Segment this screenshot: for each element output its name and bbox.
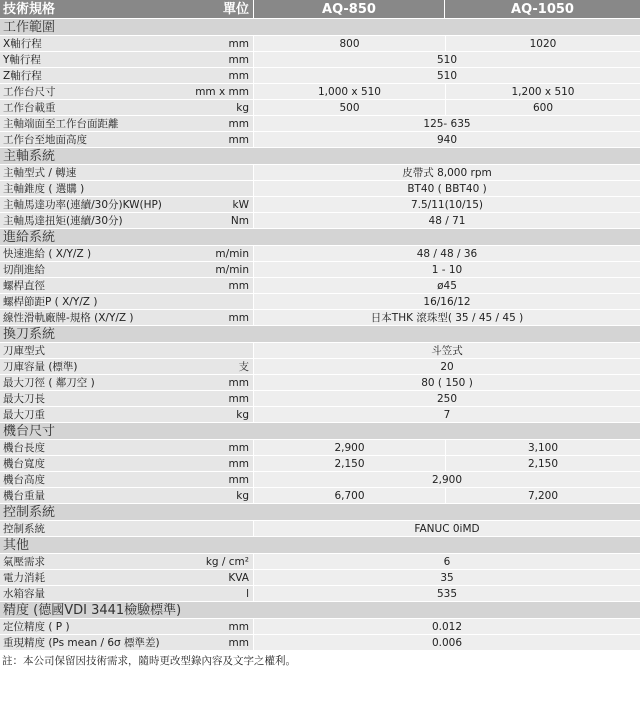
spec-name: 水箱容量 <box>0 586 195 601</box>
spec-row <box>0 521 640 537</box>
section-title: 精度 (德國VDI 3441檢驗標準) <box>0 602 640 619</box>
spec-name: 機台高度 <box>0 472 195 487</box>
spec-row <box>0 375 640 391</box>
section-title: 換刀系統 <box>0 326 640 343</box>
spec-value-shared: BT40 ( BBT40 ) <box>253 181 640 196</box>
spec-value-model-1: 2,150 <box>253 456 445 471</box>
spec-value-shared: 510 <box>253 52 640 67</box>
spec-name: 機台長度 <box>0 440 195 455</box>
spec-value-shared: 7 <box>253 407 640 422</box>
spec-unit: mm <box>195 472 253 487</box>
spec-row <box>0 246 640 262</box>
spec-row <box>0 456 640 472</box>
header-model-2: AQ-1050 <box>444 0 640 18</box>
spec-name: 刀庫容量 (標準) <box>0 359 195 374</box>
spec-row <box>0 262 640 278</box>
spec-row <box>0 440 640 456</box>
spec-name: Y軸行程 <box>0 52 195 67</box>
spec-row <box>0 116 640 132</box>
header-model-1: AQ-850 <box>253 0 444 18</box>
spec-value-shared: 1 - 10 <box>253 262 640 277</box>
spec-value-model-2: 7,200 <box>445 488 640 503</box>
spec-unit <box>195 165 253 180</box>
spec-row <box>0 213 640 229</box>
spec-value-model-1: 2,900 <box>253 440 445 455</box>
spec-value-model-2: 1,200 x 510 <box>445 84 640 99</box>
spec-name: 主軸馬達扭矩(連續/30分) <box>0 213 195 228</box>
spec-row <box>0 570 640 586</box>
spec-value-shared: 0.006 <box>253 635 640 650</box>
spec-name: X軸行程 <box>0 36 195 51</box>
spec-unit: mm <box>195 391 253 406</box>
spec-value-shared: 80 ( 150 ) <box>253 375 640 390</box>
spec-row <box>0 343 640 359</box>
spec-unit: mm <box>195 132 253 147</box>
spec-unit <box>195 294 253 309</box>
table-header <box>0 0 640 19</box>
spec-name: 工作台至地面高度 <box>0 132 195 147</box>
section-title: 工作範圍 <box>0 19 640 36</box>
spec-unit: kg <box>195 407 253 422</box>
spec-value-model-2: 600 <box>445 100 640 115</box>
spec-row <box>0 52 640 68</box>
spec-row <box>0 391 640 407</box>
spec-value-shared: 510 <box>253 68 640 83</box>
spec-unit: mm <box>195 456 253 471</box>
spec-unit: kg / cm² <box>195 554 253 569</box>
spec-row <box>0 472 640 488</box>
spec-row <box>0 294 640 310</box>
spec-name: 最大刀徑 ( 鄰刀空 ) <box>0 375 195 390</box>
spec-name: 工作台載重 <box>0 100 195 115</box>
spec-name: 最大刀長 <box>0 391 195 406</box>
spec-unit: mm x mm <box>195 84 253 99</box>
spec-value-shared: 940 <box>253 132 640 147</box>
spec-unit: Nm <box>195 213 253 228</box>
spec-unit: mm <box>195 310 253 325</box>
spec-name: 刀庫型式 <box>0 343 195 358</box>
spec-row <box>0 359 640 375</box>
spec-value-shared: 125- 635 <box>253 116 640 131</box>
spec-row <box>0 407 640 423</box>
spec-value-shared: 20 <box>253 359 640 374</box>
spec-row <box>0 197 640 213</box>
spec-row <box>0 278 640 294</box>
spec-name: 工作台尺寸 <box>0 84 195 99</box>
spec-name: 氣壓需求 <box>0 554 195 569</box>
spec-unit: mm <box>195 440 253 455</box>
spec-value-shared: 斗笠式 <box>253 343 640 358</box>
spec-name: Z軸行程 <box>0 68 195 83</box>
spec-name: 機台寬度 <box>0 456 195 471</box>
spec-row <box>0 165 640 181</box>
spec-value-shared: 35 <box>253 570 640 585</box>
header-name: 技術規格 <box>3 2 56 17</box>
spec-value-model-2: 2,150 <box>445 456 640 471</box>
spec-value-shared: 0.012 <box>253 619 640 634</box>
spec-row <box>0 619 640 635</box>
spec-row <box>0 586 640 602</box>
spec-value-shared: 日本THK 滾珠型( 35 / 45 / 45 ) <box>253 310 640 325</box>
spec-row <box>0 36 640 52</box>
section-title: 機台尺寸 <box>0 423 640 440</box>
spec-name: 線性滑軌廠牌-規格 (X/Y/Z ) <box>0 310 195 325</box>
spec-name: 最大刀重 <box>0 407 195 422</box>
spec-unit: mm <box>195 52 253 67</box>
spec-name: 主軸錐度 ( 選購 ) <box>0 181 195 196</box>
section-title: 其他 <box>0 537 640 554</box>
spec-unit <box>195 181 253 196</box>
spec-row <box>0 488 640 504</box>
spec-name: 快速進給 ( X/Y/Z ) <box>0 246 195 261</box>
section-title: 進給系統 <box>0 229 640 246</box>
spec-name: 主軸馬達功率(連續/30分)KW(HP) <box>0 197 195 212</box>
spec-unit <box>195 521 253 536</box>
spec-unit: mm <box>195 375 253 390</box>
spec-name: 機台重量 <box>0 488 195 503</box>
spec-name: 電力消耗 <box>0 570 195 585</box>
spec-value-shared: 48 / 71 <box>253 213 640 228</box>
spec-unit: mm <box>195 619 253 634</box>
footnote: 註：本公司保留因技術需求，隨時更改型錄內容及文字之權利。 <box>2 655 296 667</box>
spec-unit: 支 <box>195 359 253 374</box>
header-unit: 單位 <box>222 2 249 17</box>
spec-unit: kW <box>195 197 253 212</box>
spec-value-shared: 48 / 48 / 36 <box>253 246 640 261</box>
spec-value-shared: 16/16/12 <box>253 294 640 309</box>
spec-unit: mm <box>195 68 253 83</box>
spec-row <box>0 84 640 100</box>
spec-unit: l <box>195 586 253 601</box>
spec-row <box>0 68 640 84</box>
spec-name: 定位精度 ( P ) <box>0 619 195 634</box>
spec-value-model-1: 800 <box>253 36 445 51</box>
spec-unit: kg <box>195 488 253 503</box>
spec-unit: KVA <box>195 570 253 585</box>
section-title: 控制系統 <box>0 504 640 521</box>
spec-name: 主軸端面至工作台面距離 <box>0 116 195 131</box>
spec-sections <box>0 19 640 651</box>
section-title: 主軸系統 <box>0 148 640 165</box>
spec-name: 重現精度 (Ps mean / 6σ 標準差) <box>0 635 195 650</box>
spec-unit: mm <box>195 116 253 131</box>
spec-unit <box>195 343 253 358</box>
spec-value-shared: 6 <box>253 554 640 569</box>
spec-unit: m/min <box>195 246 253 261</box>
spec-value-shared: 7.5/11(10/15) <box>253 197 640 212</box>
spec-row <box>0 100 640 116</box>
spec-row <box>0 132 640 148</box>
spec-value-model-1: 1,000 x 510 <box>253 84 445 99</box>
spec-row <box>0 181 640 197</box>
spec-unit: mm <box>195 278 253 293</box>
spec-name: 切削進給 <box>0 262 195 277</box>
spec-name: 控制系統 <box>0 521 195 536</box>
spec-value-shared: FANUC 0iMD <box>253 521 640 536</box>
spec-value-shared: 2,900 <box>253 472 640 487</box>
spec-value-shared: 皮帶式 8,000 rpm <box>253 165 640 180</box>
spec-unit: m/min <box>195 262 253 277</box>
spec-unit: kg <box>195 100 253 115</box>
spec-value-model-2: 1020 <box>445 36 640 51</box>
spec-value-shared: ø45 <box>253 278 640 293</box>
spec-row <box>0 635 640 651</box>
spec-value-model-2: 3,100 <box>445 440 640 455</box>
spec-row <box>0 310 640 326</box>
spec-value-model-1: 500 <box>253 100 445 115</box>
spec-value-shared: 250 <box>253 391 640 406</box>
spec-unit: mm <box>195 36 253 51</box>
spec-value-model-1: 6,700 <box>253 488 445 503</box>
spec-name: 螺桿直徑 <box>0 278 195 293</box>
spec-name: 主軸型式 / 轉速 <box>0 165 195 180</box>
spec-value-shared: 535 <box>253 586 640 601</box>
spec-name: 螺桿節距P ( X/Y/Z ) <box>0 294 195 309</box>
spec-row <box>0 554 640 570</box>
spec-unit: mm <box>195 635 253 650</box>
